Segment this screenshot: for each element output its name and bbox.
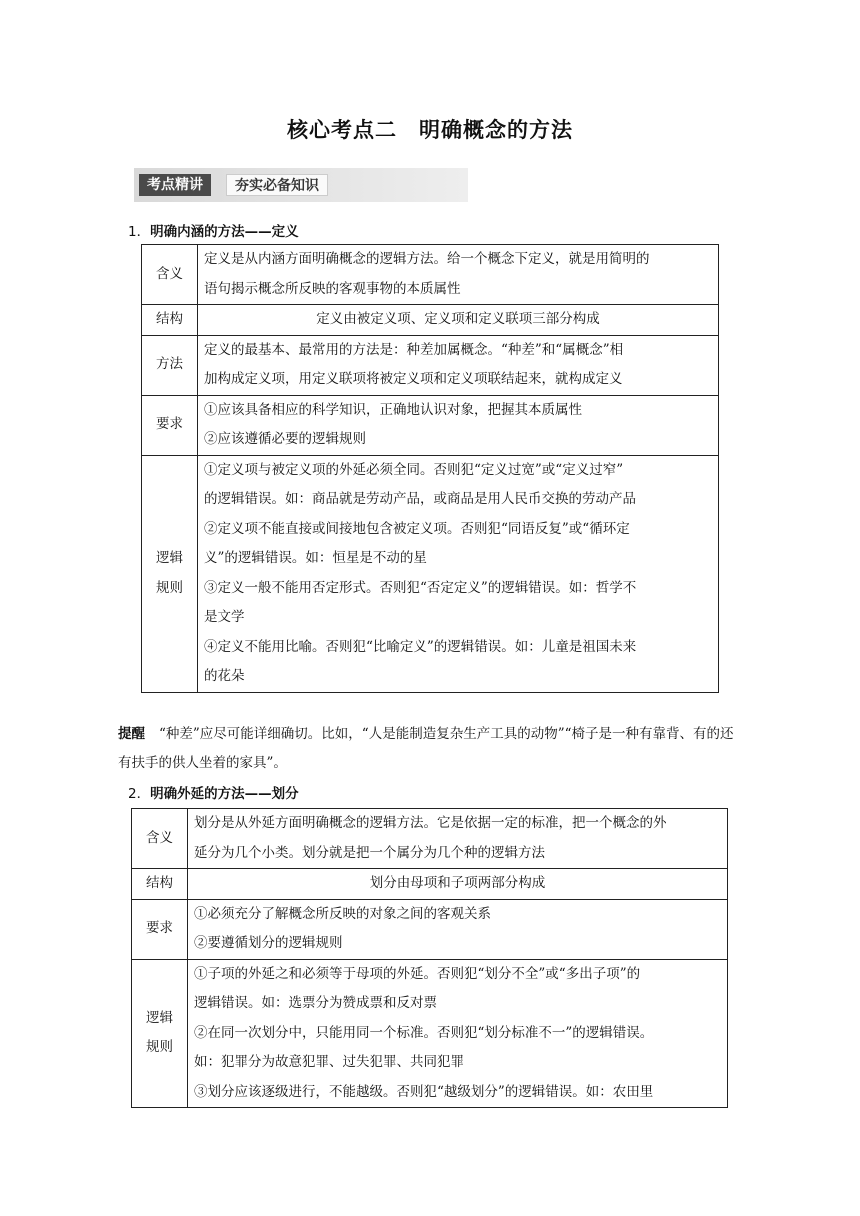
row-content-line: 划分由母项和子项两部分构成 [369,875,546,891]
row-label: 含义 [132,809,188,869]
row-content [188,959,728,1108]
row-content [188,869,728,900]
row-content-line: 的逻辑错误。如：商品就是劳动产品，或商品是用人民币交换的劳动产品 [204,491,636,507]
row-content [198,455,719,692]
table-row [132,959,728,1108]
row-content-line: ①子项的外延之和必须等于母项的外延。否则犯“划分不全”或“多出子项”的 [194,965,641,982]
section2-heading [128,782,299,802]
row-content-line: ③划分应该逐级进行，不能越级。否则犯“越级划分”的逻辑错误。如：农田里 [194,1083,654,1100]
row-content-line: ①定义项与被定义项的外延必须全同。否则犯“定义过宽”或“定义过窄” [204,461,624,478]
row-content-line: ②应该遵循必要的逻辑规则 [204,431,366,447]
row-label-line: 逻辑 [156,550,183,566]
row-content-line: ①应该具备相应的科学知识，正确地认识对象，把握其本质属性 [204,401,582,418]
table-row [132,869,728,900]
section-banner [134,168,468,202]
row-content-line: 逻辑错误。如：选票分为赞成票和反对票 [194,995,437,1011]
row-content [188,899,728,959]
row-content-line: 如：犯罪分为故意犯罪、过失犯罪、共同犯罪 [194,1054,464,1070]
section1-number: 1． [128,224,151,240]
row-label: 结构 [132,869,188,900]
row-content-line: 定义的最基本、最常用的方法是：种差加属概念。“种差”和“属概念”相 [204,341,624,358]
row-content-line: ①必须充分了解概念所反映的对象之间的客观关系 [194,905,491,922]
reminder-keyword: 提醒 [118,726,145,742]
row-content-line: 是文学 [204,609,245,625]
table-row [142,395,719,455]
banner-label-secondary: 夯实必备知识 [226,174,328,196]
row-content-line: 延分为几个小类。划分就是把一个属分为几个种的逻辑方法 [194,844,545,861]
row-label: 要求 [132,899,188,959]
row-content [198,245,719,305]
division-table [131,808,728,1108]
row-label: 要求 [142,395,198,455]
row-content [198,335,719,395]
row-content [198,305,719,336]
row-label-line: 规则 [146,1039,173,1056]
reminder-note [118,720,740,778]
row-content-line: 语句揭示概念所反映的客观事物的本质属性 [204,280,461,297]
row-content-line: ③定义一般不能用否定形式。否则犯“否定定义”的逻辑错误。如：哲学不 [204,579,637,596]
definition-table [141,244,719,693]
row-label: 结构 [142,305,198,336]
row-content-line: 义”的逻辑错误。如：恒星是不动的星 [204,550,427,566]
table-row [132,809,728,869]
reminder-text: “种差”应尽可能详细确切。比如，“人是能制造复杂生产工具的动物”“椅子是一种有靠背、有的还有扶手的供人坐着的家具”。 [118,726,734,771]
row-content-line: 的花朵 [204,668,245,684]
section2-title: 明确外延的方法——划分 [150,786,299,802]
row-label [142,455,198,692]
row-label: 方法 [142,335,198,395]
table-row [142,245,719,305]
row-label [132,959,188,1108]
table-row [142,305,719,336]
row-label: 含义 [142,245,198,305]
row-content [198,395,719,455]
table-row [142,455,719,692]
row-content-line: 定义由被定义项、定义项和定义联项三部分构成 [316,311,600,327]
row-label-line: 逻辑 [146,1009,173,1026]
row-content-line: ②在同一次划分中，只能用同一个标准。否则犯“划分标准不一”的逻辑错误。 [194,1024,654,1041]
row-label-line: 规则 [156,579,183,596]
row-content-line: ④定义不能用比喻。否则犯“比喻定义”的逻辑错误。如：儿童是祖国未来 [204,638,637,655]
table-row [132,899,728,959]
row-content [188,809,728,869]
section1-heading [128,220,299,240]
section1-title: 明确内涵的方法——定义 [150,224,299,240]
page-title: 核心考点二 明确概念的方法 [287,118,573,142]
section2-number: 2． [128,786,151,802]
row-content-line: ②要遵循划分的逻辑规则 [194,935,343,951]
table-row [142,335,719,395]
banner-label-primary: 考点精讲 [139,174,211,196]
row-content-line: 划分是从外延方面明确概念的逻辑方法。它是依据一定的标准，把一个概念的外 [194,815,667,831]
row-content-line: ②定义项不能直接或间接地包含被定义项。否则犯“同语反复”或“循环定 [204,520,630,537]
row-content-line: 定义是从内涵方面明确概念的逻辑方法。给一个概念下定义，就是用简明的 [204,251,650,267]
row-content-line: 加构成定义项，用定义联项将被定义项和定义项联结起来，就构成定义 [204,371,623,387]
